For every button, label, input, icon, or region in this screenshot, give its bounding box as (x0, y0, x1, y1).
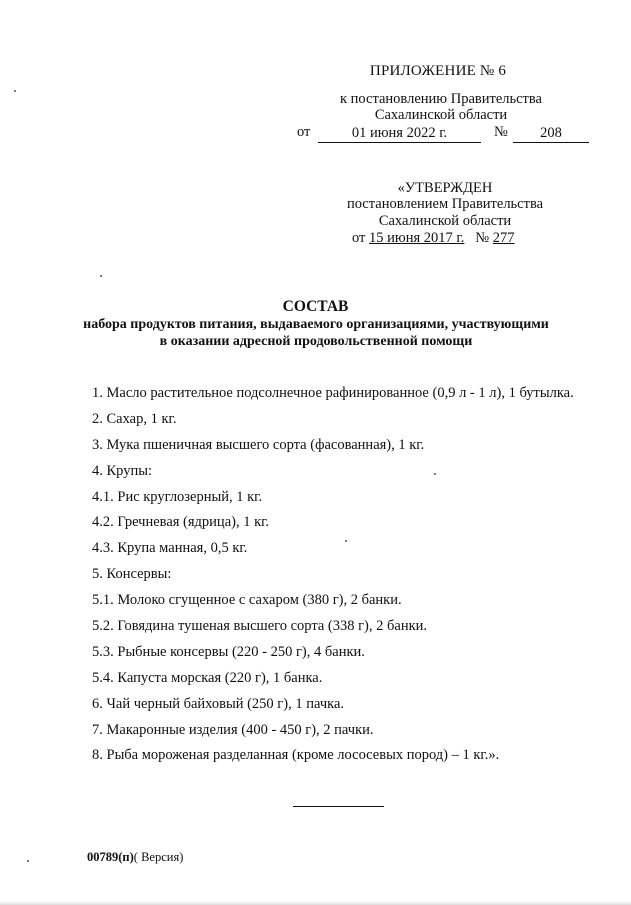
list-item: 5.3. Рыбные консервы (220 - 250 г), 4 банки. (92, 643, 365, 660)
product-list (92, 383, 612, 771)
approved-date-prefix: от (352, 230, 366, 246)
list-item: 5. Консервы: (92, 566, 172, 583)
appendix-title: ПРИЛОЖЕНИЕ № 6 (369, 63, 507, 79)
list-item: 1. Масло растительное подсолнечное рафинированное (0,9 л - 1 л), 1 бутылка. (92, 385, 574, 401)
approved-date-row (352, 230, 514, 247)
list-item: 4.1. Рис круглозерный, 1 кг. (92, 488, 263, 505)
approved-line-1: «УТВЕРЖДЕН (397, 180, 493, 196)
footer-code-number: 00789(п) (87, 850, 134, 864)
appendix-number-value: 208 (513, 124, 589, 143)
approved-date-value: 15 июня 2017 г. (369, 230, 465, 246)
appendix-line-2: Сахалинской области (374, 107, 508, 123)
list-item: 5.2. Говядина тушеная высшего сорта (338 г), 2 банки. (92, 618, 428, 635)
approved-line-3: Сахалинской области (378, 213, 512, 229)
scan-speck (434, 473, 436, 475)
approved-number-value: 277 (492, 230, 515, 246)
approved-number-prefix: № (475, 230, 490, 246)
document-subtitle-line-2: в оказании адресной продовольственной помощи (159, 334, 473, 349)
appendix-number-prefix: № (494, 124, 508, 140)
list-item: 2. Сахар, 1 кг. (92, 410, 177, 427)
list-item: 4.3. Крупа манная, 0,5 кг. (92, 540, 248, 557)
appendix-line-1: к постановлению Правительства (340, 91, 542, 107)
list-item: 3. Мука пшеничная высшего сорта (фасованная), 1 кг. (92, 436, 425, 453)
appendix-date-value: 01 июня 2022 г. (318, 124, 481, 143)
document-title: СОСТАВ (282, 298, 349, 315)
approved-line-2: постановлением Правительства (346, 196, 544, 212)
closing-divider (293, 806, 384, 807)
list-item: 5.1. Молоко сгущенное с сахаром (380 г), 2 банки. (92, 592, 402, 609)
list-item: 6. Чай черный байховый (250 г), 1 пачка. (92, 695, 345, 712)
appendix-date-prefix: от (297, 124, 311, 140)
list-item: 5.4. Капуста морская (220 г), 1 банка. (92, 669, 323, 686)
scan-speck (27, 860, 29, 862)
scan-speck (14, 90, 16, 92)
list-item: 4. Крупы: (92, 462, 153, 479)
footer-code (87, 850, 183, 865)
document-subtitle-line-1: набора продуктов питания, выдаваемого организациями, участвующими (83, 317, 549, 332)
list-item: 7. Макаронные изделия (400 - 450 г), 2 пачки. (92, 721, 374, 738)
scan-speck (100, 275, 102, 277)
list-item: 4.2. Гречневая (ядрица), 1 кг. (92, 514, 270, 531)
list-item: 8. Рыба мороженая разделанная (кроме лососевых пород) – 1 кг.». (92, 747, 500, 764)
scan-speck (345, 540, 347, 542)
footer-version: ( Версия) (133, 850, 184, 864)
scan-bottom-edge (0, 901, 631, 905)
